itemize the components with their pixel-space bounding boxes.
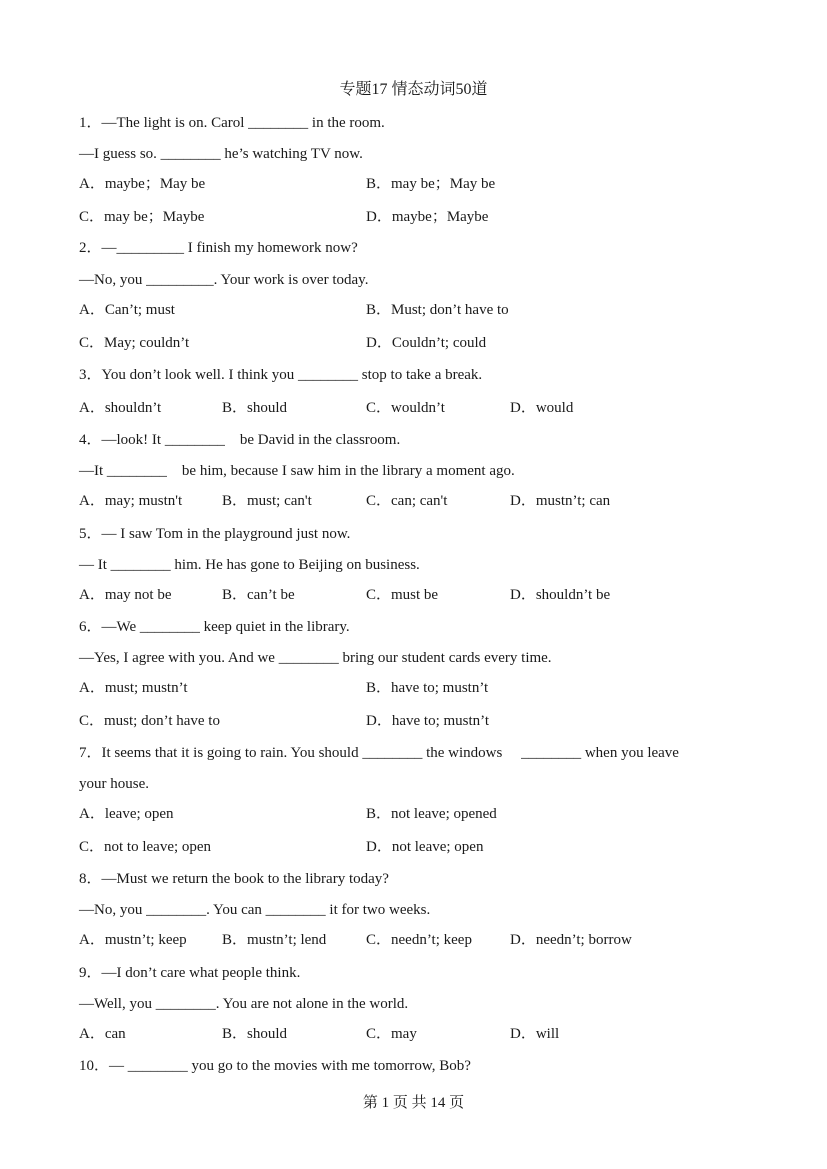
question-7-line-2: your house.	[79, 776, 149, 792]
question-7-option-c[interactable]: C．not to leave; open	[79, 839, 212, 855]
question-1-option-a[interactable]: A．maybe；May be	[79, 176, 206, 192]
question-1-option-d[interactable]: D．maybe；Maybe	[366, 209, 489, 225]
question-8-line-1: 8．—Must we return the book to the library today?	[79, 871, 389, 887]
question-3-option-a[interactable]: A．shouldn’t	[79, 400, 162, 416]
question-9-option-d[interactable]: D．will	[510, 1026, 560, 1042]
question-9-line-2: —Well, you ________. You are not alone in the world.	[79, 996, 409, 1012]
question-4-option-c[interactable]: C．can; can't	[366, 493, 448, 509]
question-2-line-1: 2．—_________ I finish my homework now?	[79, 240, 358, 256]
question-9-option-a[interactable]: A．can	[79, 1026, 126, 1042]
question-8-line-2: —No, you ________. You can ________ it for two weeks.	[79, 902, 431, 918]
question-8-option-d[interactable]: D．needn’t; borrow	[510, 932, 632, 948]
question-5-option-b[interactable]: B．can’t be	[222, 587, 295, 603]
question-1-line-1: 1．—The light is on. Carol ________ in the room.	[79, 115, 385, 131]
page-footer: 第 1 页 共 14 页	[362, 1095, 465, 1111]
question-9-line-1: 9．—I don’t care what people think.	[79, 965, 301, 981]
question-9-option-c[interactable]: C．may	[366, 1026, 417, 1042]
question-4-option-b[interactable]: B．must; can't	[222, 493, 312, 509]
question-3-option-c[interactable]: C．wouldn’t	[366, 400, 445, 416]
question-1-line-2: —I guess so. ________ he’s watching TV now.	[79, 146, 363, 162]
question-2-line-2: —No, you _________. Your work is over today.	[79, 272, 369, 288]
question-1-option-b[interactable]: B．may be；May be	[366, 176, 496, 192]
question-4-option-a[interactable]: A．may; mustn't	[79, 493, 183, 509]
question-6-option-d[interactable]: D．have to; mustn’t	[366, 713, 490, 729]
question-4-line-1: 4．—look! It ________ be David in the classroom.	[79, 432, 401, 448]
question-3-line-1: 3．You don’t look well. I think you ________ stop to take a break.	[79, 367, 483, 383]
question-7-option-b[interactable]: B．not leave; opened	[366, 806, 497, 822]
question-5-option-c[interactable]: C．must be	[366, 587, 439, 603]
question-8-option-a[interactable]: A．mustn’t; keep	[79, 932, 187, 948]
question-10-line-1: 10．— ________ you go to the movies with me tomorrow, Bob?	[79, 1058, 471, 1074]
question-6-line-2: —Yes, I agree with you. And we ________ bring our student cards every time.	[79, 650, 552, 666]
question-5-option-d[interactable]: D．shouldn’t be	[510, 587, 611, 603]
question-2-option-a[interactable]: A．Can’t; must	[79, 302, 175, 318]
question-7-option-d[interactable]: D．not leave; open	[366, 839, 484, 855]
question-6-option-c[interactable]: C．must; don’t have to	[79, 713, 220, 729]
question-1-option-c[interactable]: C．may be；Maybe	[79, 209, 205, 225]
question-2-option-b[interactable]: B．Must; don’t have to	[366, 302, 509, 318]
question-8-option-b[interactable]: B．mustn’t; lend	[222, 932, 327, 948]
question-4-line-2: —It ________ be him, because I saw him in the library a moment ago.	[79, 463, 515, 479]
question-7-line-1: 7．It seems that it is going to rain. You should ________ the windows ________ when you leave	[79, 745, 679, 761]
question-2-option-c[interactable]: C．May; couldn’t	[79, 335, 190, 351]
question-4-option-d[interactable]: D．mustn’t; can	[510, 493, 611, 509]
question-6-option-b[interactable]: B．have to; mustn’t	[366, 680, 489, 696]
question-7-option-a[interactable]: A．leave; open	[79, 806, 174, 822]
question-3-option-d[interactable]: D．would	[510, 400, 574, 416]
page-title: 专题17 情态动词50道	[339, 81, 488, 98]
question-5-line-1: 5．— I saw Tom in the playground just now.	[79, 526, 351, 542]
question-2-option-d[interactable]: D．Couldn’t; could	[366, 335, 487, 351]
question-8-option-c[interactable]: C．needn’t; keep	[366, 932, 472, 948]
question-6-option-a[interactable]: A．must; mustn’t	[79, 680, 188, 696]
question-9-option-b[interactable]: B．should	[222, 1026, 288, 1042]
question-5-line-2: — It ________ him. He has gone to Beijing on business.	[79, 557, 420, 573]
question-6-line-1: 6．—We ________ keep quiet in the library.	[79, 619, 350, 635]
question-3-option-b[interactable]: B．should	[222, 400, 288, 416]
question-5-option-a[interactable]: A．may not be	[79, 587, 172, 603]
